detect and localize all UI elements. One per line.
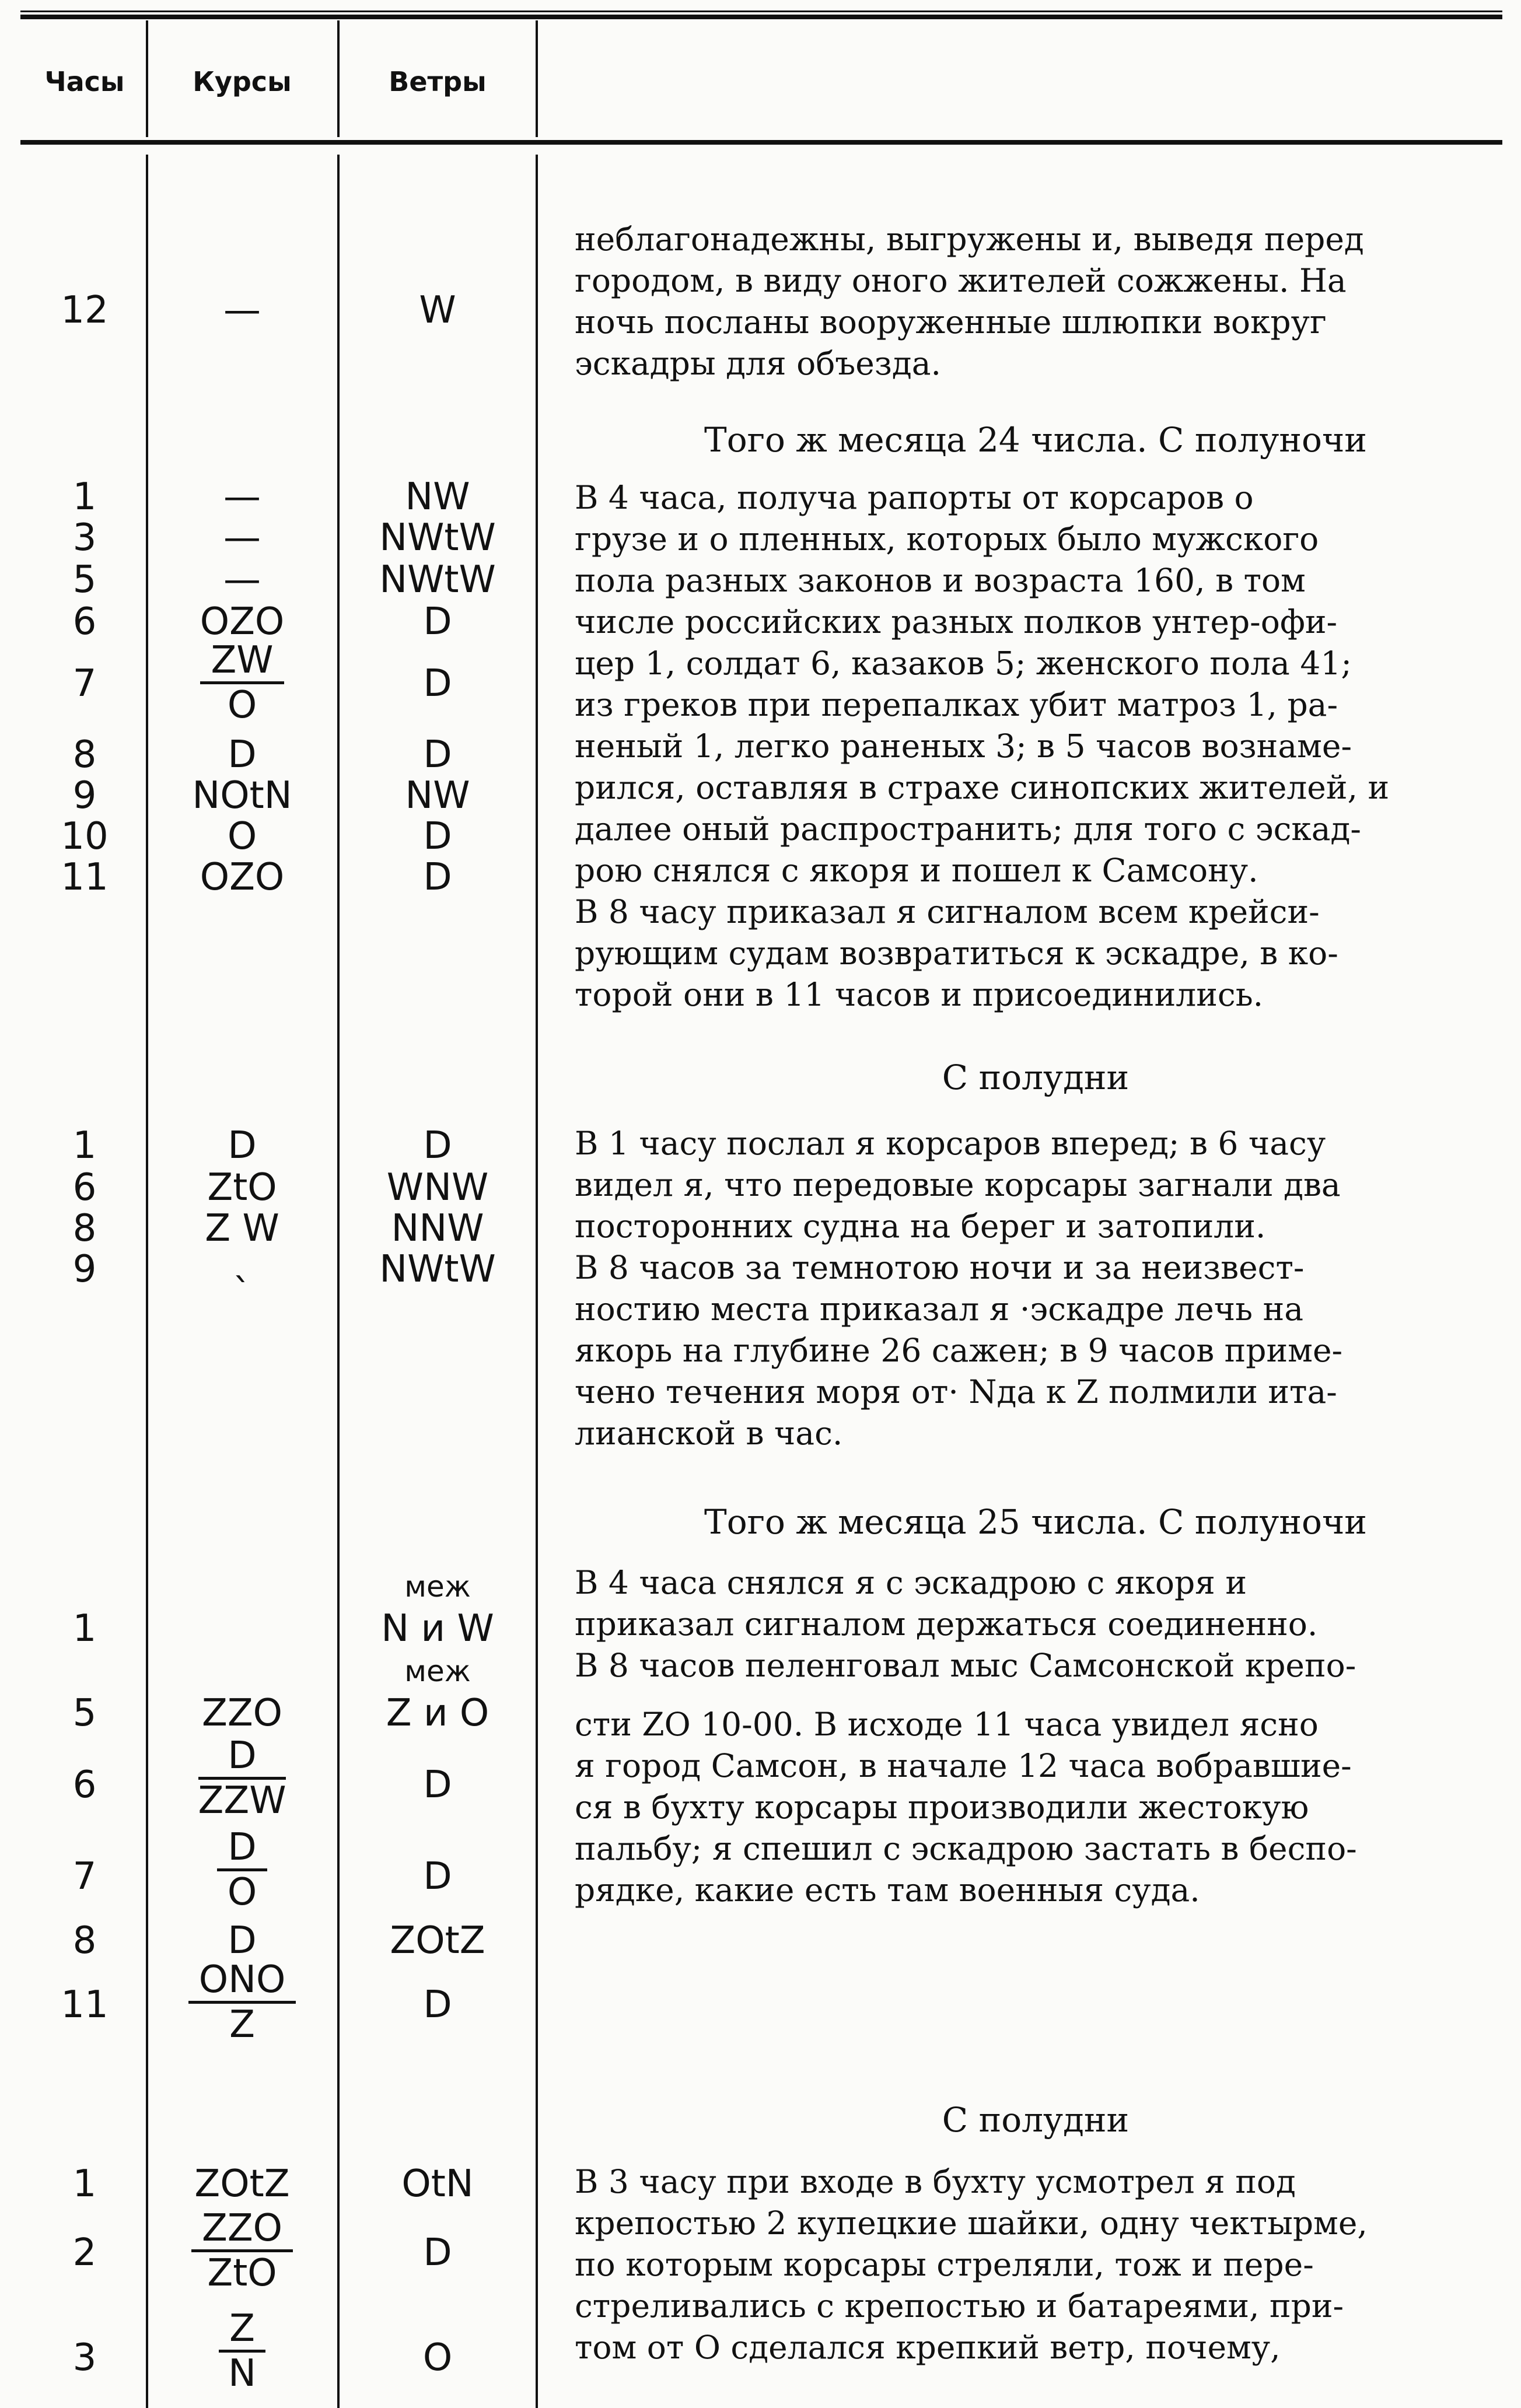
- wind-cell: D: [423, 600, 452, 643]
- text-line: лианской в час.: [575, 1415, 843, 1452]
- paragraph: [575, 477, 1496, 1016]
- wind-cell: D: [423, 815, 452, 858]
- text-line: эскадры для объезда.: [575, 345, 941, 382]
- text-line: городом, в виду оного жителей сожжены. На: [575, 262, 1347, 299]
- section-heading: Того ж месяца 25 числа. С полуночи: [704, 1502, 1367, 1542]
- course-cell: OZO: [200, 856, 285, 899]
- text-line: рядке, какие есть там военныя суда.: [575, 1871, 1200, 1909]
- text-line: ностию места приказал я ·эскадре лечь на: [575, 1290, 1304, 1328]
- text-line: из греков при перепалках убит матроз 1, ра-: [575, 686, 1338, 723]
- wind-cell: N и W: [381, 1607, 494, 1650]
- text-line: далее оный распространить; для того с эскад-: [575, 810, 1362, 848]
- text-line: грузе и о пленных, которых было мужского: [575, 520, 1319, 558]
- course-fraction: [152, 2307, 333, 2395]
- text-line: видел я, что передовые корсары загнали два: [575, 1166, 1341, 1203]
- wind-cell: D: [423, 1763, 452, 1807]
- text-line: крепостью 2 купецкие шайки, одну чектырме,: [575, 2204, 1368, 2242]
- wind-cell: NW: [405, 475, 470, 519]
- hour-cell: 9: [72, 774, 97, 817]
- hour-cell: 8: [72, 1207, 97, 1250]
- wind-cell: D: [423, 1124, 452, 1167]
- text-line: В 4 часа снялся я с эскадрою с якоря и: [575, 1564, 1247, 1601]
- course-denominator: N: [228, 2352, 256, 2395]
- course-fraction: [152, 2207, 333, 2295]
- hour-cell: 12: [61, 289, 109, 332]
- text-line: В 8 часу приказал я сигналом всем крейси-: [575, 893, 1320, 930]
- course-cell: O: [227, 815, 257, 858]
- text-line: рился, оставляя в страхе синопских жителей, и: [575, 769, 1390, 806]
- text-line: посторонних судна на берег и затопили.: [575, 1208, 1266, 1245]
- course-numerator: ZZO: [191, 2210, 293, 2252]
- text-line: В 1 часу послал я корсаров вперед; в 6 часу: [575, 1125, 1326, 1162]
- wind-cell: ZOtZ: [390, 1919, 485, 1962]
- course-numerator: Z: [219, 2310, 265, 2353]
- hour-cell: 3: [72, 2336, 97, 2379]
- course-fraction: [152, 639, 333, 727]
- course-cell: D: [228, 1919, 257, 1962]
- wind-cell: D: [423, 2231, 452, 2274]
- section-heading: Того ж месяца 24 числа. С полуночи: [704, 420, 1367, 460]
- course-cell: ZOtZ: [194, 2162, 290, 2206]
- wind-cell: NWtW: [379, 558, 496, 601]
- wind-cell: D: [423, 1983, 452, 2027]
- course-denominator: ZtO: [207, 2252, 277, 2295]
- course-cell: —: [223, 558, 261, 601]
- top-rule-thick: [20, 15, 1502, 19]
- hour-cell: 1: [72, 1607, 97, 1650]
- column-divider-1: [146, 20, 148, 137]
- wind-cell: NWtW: [379, 516, 496, 559]
- header-hours: Часы: [44, 66, 125, 97]
- wind-cell: OtN: [401, 2162, 474, 2206]
- text-line: торой они в 11 часов и присоединились.: [575, 976, 1264, 1013]
- course-denominator: Z: [229, 2003, 255, 2046]
- hour-cell: 11: [61, 1983, 109, 2027]
- text-line: В 8 часов за темнотою ночи и за неизвест-: [575, 1249, 1305, 1286]
- text-line: рующим судам возвратиться к эскадре, в ко-: [575, 935, 1338, 972]
- course-cell: —: [223, 516, 261, 559]
- course-numerator: D: [198, 1737, 286, 1780]
- wind-cell: NW: [405, 774, 470, 817]
- hour-cell: 7: [72, 662, 97, 705]
- hour-cell: 9: [72, 1248, 97, 1291]
- wind-cell: NNW: [391, 1207, 484, 1250]
- course-fraction: [152, 1826, 333, 1914]
- hour-cell: 5: [72, 558, 97, 601]
- text-line: ночь посланы вооруженные шлюпки вокруг: [575, 303, 1327, 341]
- hour-cell: 1: [72, 475, 97, 519]
- section-heading: С полудни: [942, 2100, 1130, 2140]
- wind-cell: NWtW: [379, 1248, 496, 1291]
- course-cell: D: [228, 733, 257, 776]
- text-line: рою снялся с якоря и пошел к Самсону.: [575, 852, 1258, 889]
- paragraph: [575, 219, 1496, 384]
- hour-cell: 11: [61, 856, 109, 899]
- text-line: В 3 часу при входе в бухту усмотрел я под: [575, 2163, 1296, 2200]
- course-cell: ZZO: [201, 1692, 283, 1735]
- header-courses: Курсы: [193, 66, 292, 97]
- text-line: сти ZO 10-00. В исходе 11 часа увидел ясно: [575, 1706, 1319, 1743]
- text-line: том от О сделался крепкий ветр, почему,: [575, 2329, 1281, 2366]
- wind-cell: D: [423, 662, 452, 705]
- hour-cell: 3: [72, 516, 97, 559]
- course-numerator: ZW: [200, 642, 284, 684]
- course-numerator: ONO: [188, 1961, 296, 2004]
- course-denominator: O: [227, 684, 257, 727]
- course-cell: NOtN: [192, 774, 292, 817]
- hour-cell: 8: [72, 733, 97, 776]
- wind-cell: O: [422, 2336, 453, 2379]
- text-line: цер 1, солдат 6, казаков 5; женского пола 41;: [575, 645, 1352, 682]
- text-line: В 4 часа, получа рапорты от корсаров о: [575, 479, 1254, 516]
- text-line: пола разных законов и возраста 160, в том: [575, 562, 1306, 599]
- course-cell: ZtO: [207, 1166, 277, 1209]
- header-bottom-rule: [20, 140, 1502, 145]
- hour-cell: 6: [72, 1763, 97, 1807]
- text-line: чено течения моря от· Nда к Z полмили ита-: [575, 1373, 1337, 1410]
- text-line: В 8 часов пеленговал мыс Самсонской крепо-: [575, 1647, 1356, 1684]
- hour-cell: 6: [72, 1166, 97, 1209]
- wind-cell: D: [423, 1855, 452, 1898]
- hour-cell: 1: [72, 1124, 97, 1167]
- text-line: приказал сигналом держаться соединенно.: [575, 1605, 1318, 1643]
- course-cell: —: [223, 289, 261, 332]
- paragraph: [575, 2161, 1496, 2368]
- paragraph: [575, 1123, 1496, 1454]
- wind-cell: D: [423, 856, 452, 899]
- text-line: стреливались с крепостью и батареями, при-: [575, 2287, 1344, 2325]
- text-line: пальбу; я спешил с эскадрою застать в беспо-: [575, 1830, 1357, 1867]
- section-heading: С полудни: [942, 1058, 1130, 1097]
- wind-cell: WNW: [386, 1166, 489, 1209]
- course-fraction: [152, 1734, 333, 1822]
- wind-cell: W: [419, 289, 456, 332]
- course-cell: ˎ: [233, 1240, 251, 1283]
- wind-cell: D: [423, 733, 452, 776]
- hour-cell: 6: [72, 600, 97, 643]
- text-line: неблагонадежны, выгружены и, выведя перед: [575, 220, 1364, 258]
- column-divider-1-body: [146, 155, 148, 2408]
- text-line: числе российских разных полков унтер-офи-: [575, 603, 1338, 640]
- wind-qualifier: меж: [404, 1570, 471, 1604]
- header-winds: Ветры: [389, 66, 487, 97]
- wind-cell: Z и O: [386, 1692, 489, 1735]
- text-line: неный 1, легко раненых 3; в 5 часов вознаме-: [575, 727, 1352, 765]
- text-line: ся в бухту корсары производили жестокую: [575, 1788, 1309, 1826]
- paragraph: [575, 1562, 1496, 1911]
- wind-qualifier: меж: [404, 1654, 471, 1688]
- course-cell: —: [223, 475, 261, 519]
- course-fraction: [152, 1958, 333, 2046]
- hour-cell: 7: [72, 1855, 97, 1898]
- hour-cell: 10: [61, 815, 109, 858]
- text-line: я город Самсон, в начале 12 часа вобравшие-: [575, 1747, 1352, 1784]
- course-numerator: D: [217, 1829, 267, 1871]
- hour-cell: 2: [72, 2231, 97, 2274]
- course-cell: OZO: [200, 600, 285, 643]
- text-line: по которым корсары стреляли, тож и пере-: [575, 2246, 1314, 2283]
- top-rule-thin: [20, 10, 1502, 12]
- hour-cell: 5: [72, 1692, 97, 1735]
- course-cell: Z W: [205, 1207, 279, 1250]
- hour-cell: 8: [72, 1919, 97, 1962]
- course-denominator: ZZW: [198, 1779, 286, 1822]
- course-cell: D: [228, 1124, 257, 1167]
- course-denominator: O: [227, 1871, 257, 1914]
- text-line: якорь на глубине 26 сажен; в 9 часов приме-: [575, 1332, 1343, 1369]
- hour-cell: 1: [72, 2162, 97, 2206]
